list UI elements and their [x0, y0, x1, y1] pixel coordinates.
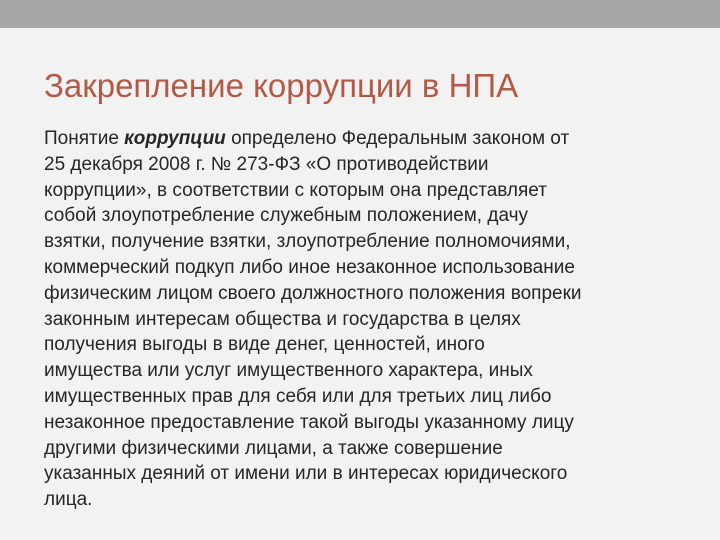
slide-body — [44, 126, 684, 513]
body-line: взятки, получение взятки, злоупотребление полномочиями, — [44, 231, 571, 253]
body-intro: Понятие — [44, 128, 125, 149]
body-line: физическим лицом своего должностного положения вопреки — [44, 282, 582, 304]
body-line: незаконное предоставление такой выгоды указанному лицу — [44, 411, 574, 433]
body-line: собой злоупотребление служебным положением, дачу — [44, 205, 528, 227]
body-line: указанных деяний от имени или в интересах юридического — [44, 463, 568, 485]
body-line: получения выгоды в виде денег, ценностей, иного — [44, 334, 485, 356]
body-line: лица. — [44, 489, 93, 511]
body-line: законным интересам общества и государства в целях — [44, 308, 521, 330]
body-line: коммерческий подкуп либо иное незаконное использование — [44, 256, 575, 278]
body-line: другими физическими лицами, а также совершение — [44, 437, 503, 459]
slide-title: Закрепление коррупции в НПА — [44, 67, 519, 104]
body-line: 25 декабря 2008 г. № 273-ФЗ «О противодействии — [44, 153, 489, 175]
top-band — [0, 0, 720, 28]
term-corruption: коррупции — [124, 128, 226, 149]
body-first-line-rest: определено Федеральным законом от — [225, 128, 570, 149]
body-line: коррупции», в соответствии с которым она представляет — [44, 179, 547, 201]
slide — [0, 28, 720, 540]
body-line: имущественных прав для себя или для третьих лиц либо — [44, 385, 552, 407]
body-line: имущества или услуг имущественного характера, иных — [44, 360, 533, 382]
body-line — [44, 126, 684, 152]
